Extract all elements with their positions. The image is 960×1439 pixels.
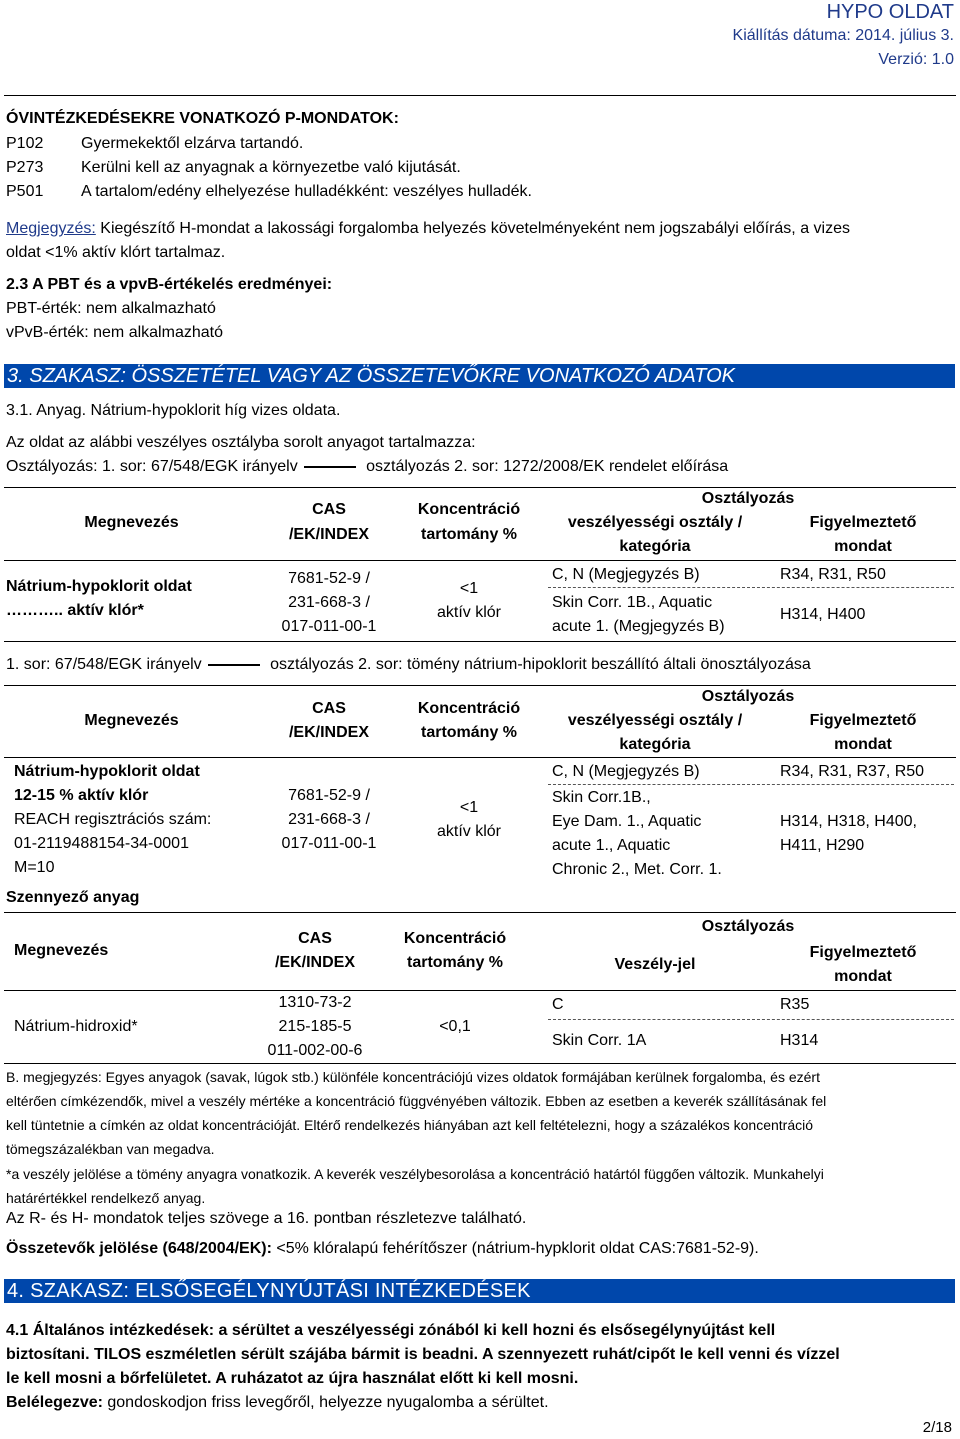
note-star-1: *a veszély jelölése a tömény anyagra vonatkozik. A keverék veszélybesorolása a koncentráció határtól függően változik. Munkahelyi xyxy=(6,1166,824,1182)
category-row-2: Skin Corr.1B., xyxy=(552,789,651,806)
col-header-name: Megnevezés xyxy=(84,514,179,531)
note-line-2: oldat <1% aktív klórt tartalmaz. xyxy=(6,244,226,261)
warning-row-1: R35 xyxy=(780,996,810,1013)
classification-text-a: Osztályozás: 1. sor: 67/548/EGK irányelv xyxy=(6,458,298,475)
col-header-classification: Osztályozás xyxy=(701,918,795,935)
note-label: Megjegyzés: xyxy=(6,220,96,237)
col-header-cas: CAS xyxy=(298,930,332,947)
category-row-2c: acute 1., Aquatic xyxy=(552,837,671,854)
cas-number: 7681-52-9 / xyxy=(288,570,370,587)
col-header-classification: Osztályozás xyxy=(701,688,795,705)
col-header-cas-2: /EK/INDEX xyxy=(274,954,355,971)
concentration-unit: aktív klór xyxy=(436,604,501,621)
reach-label: REACH regisztrációs szám: xyxy=(14,811,212,828)
col-header-warning: Figyelmeztető xyxy=(809,944,917,961)
first-aid-line-1: 4.1 Általános intézkedések: a sérültet a veszélyességi zónából ki kell hozni és elsősegélynyújtást kell xyxy=(6,1322,776,1339)
section-4-heading: 4. SZAKASZ: ELSŐSEGÉLYNYÚJTÁSI INTÉZKEDÉSEK xyxy=(4,1279,955,1303)
col-header-cas-2: /EK/INDEX xyxy=(288,724,369,741)
col-header-cas-2: /EK/INDEX xyxy=(288,526,369,543)
version: Verzió: 1.0 xyxy=(878,51,954,68)
concentration-unit: aktív klór xyxy=(436,823,501,840)
warning-row-2b: H411, H290 xyxy=(780,837,865,854)
col-header-conc: Koncentráció xyxy=(417,501,521,518)
col-header-name: Megnevezés xyxy=(84,712,179,729)
index-number: 011-002-00-6 xyxy=(267,1042,363,1059)
col-header-hazard: Veszély-jel xyxy=(614,956,696,973)
substance-name: Nátrium-hypoklorit oldat xyxy=(6,578,192,595)
category-row-1: C, N (Megjegyzés B) xyxy=(552,566,700,583)
first-aid-line-3: le kell mosni a bőrfelületet. A ruházatot az újra használat előtt ki kell mosni. xyxy=(6,1370,579,1387)
caption-a: 1. sor: 67/548/EGK irányelv xyxy=(6,656,202,673)
issue-date: Kiállítás dátuma: 2014. július 3. xyxy=(732,27,954,44)
table-border xyxy=(4,912,956,913)
col-header-category-2: kategória xyxy=(619,538,691,555)
r-h-reference: Az R- és H- mondatok teljes szövege a 16. pontban részletezve található. xyxy=(6,1210,527,1227)
table-border xyxy=(4,641,956,642)
p-statement-row xyxy=(6,181,532,203)
col-header-conc-2: tartomány % xyxy=(406,954,504,971)
category-row-2d: Chronic 2., Met. Corr. 1. xyxy=(552,861,722,878)
col-header-conc: Koncentráció xyxy=(417,700,521,717)
substance-name: Nátrium-hypoklorit oldat xyxy=(14,763,200,780)
note-star-2: határértékkel rendelkező anyag. xyxy=(6,1190,206,1206)
impurity-title: Szennyező anyag xyxy=(6,889,140,906)
substance-line: 3.1. Anyag. Nátrium-hypoklorit híg vizes oldata. xyxy=(6,402,341,419)
col-header-conc-2: tartomány % xyxy=(420,724,518,741)
inhalation-label: Belélegezve: xyxy=(6,1394,103,1411)
category-row-1: C, N (Megjegyzés B) xyxy=(552,763,700,780)
p-text: Gyermekektől elzárva tartandó. xyxy=(81,135,304,152)
table-border xyxy=(4,1063,956,1064)
p-code: P273 xyxy=(6,159,44,176)
col-header-warning-2: mondat xyxy=(834,968,892,985)
col-header-name: Megnevezés xyxy=(14,942,109,959)
components-line xyxy=(6,1239,759,1260)
p-text: A tartalom/edény elhelyezése hulladékként: veszélyes hulladék. xyxy=(81,183,532,200)
p-code: P102 xyxy=(6,135,44,152)
header-divider xyxy=(4,95,956,96)
reach-number: 01-2119488154-34-0001 xyxy=(14,835,189,852)
warning-row-1: R34, R31, R50 xyxy=(780,566,886,583)
page-number: 2/18 xyxy=(922,1419,952,1436)
p-statement-row xyxy=(6,157,461,179)
note-b-4: tömegszázalékban van megadva. xyxy=(6,1141,215,1157)
ec-number: 215-185-5 xyxy=(278,1018,352,1035)
index-number: 017-011-00-1 xyxy=(281,835,377,852)
inhalation-line xyxy=(6,1393,549,1414)
caption-b: osztályozás 2. sor: tömény nátrium-hipoklorit beszállító általi önosztályozása xyxy=(265,656,811,673)
p-text: Kerülni kell az anyagnak a környezetbe való kijutását. xyxy=(81,159,461,176)
warning-row-2: H314, H318, H400, xyxy=(780,813,917,830)
substance-name-2: ……….. aktív klór* xyxy=(6,602,144,619)
category-row-2b: Eye Dam. 1., Aquatic xyxy=(552,813,702,830)
classification-text-b: osztályozás 2. sor: 1272/2008/EK rendelet előírása xyxy=(361,458,729,475)
col-header-warning: Figyelmeztető xyxy=(809,514,917,531)
substance-name: Nátrium-hidroxid* xyxy=(14,1018,138,1035)
note-line-1 xyxy=(6,219,958,240)
note-b-1: B. megjegyzés: Egyes anyagok (savak, lúgok stb.) különféle koncentrációjú vizes oldatok formájában kerülnek forgalomba, és ezért xyxy=(6,1069,820,1085)
row-divider xyxy=(548,784,954,785)
p-statement-row xyxy=(6,133,303,155)
dash xyxy=(208,664,260,666)
dash xyxy=(304,466,356,468)
warning-row-2: H314 xyxy=(780,1032,819,1049)
cas-number: 7681-52-9 / xyxy=(288,787,370,804)
first-aid-line-2: biztosítani. TILOS eszméletlen sérült szájába bármit is beadni. A szennyezett ruhát/cipőt le kell venni és vízzel xyxy=(6,1346,840,1363)
note-b-2: eltérően címkézendők, mivel a veszély mértéke a koncentráció függvényében változik. Ebben az esetben a keverék szállításának fel xyxy=(6,1093,827,1109)
components-text: <5% klóralapú fehérítőszer (nátrium-hypklorit oldat CAS:7681-52-9). xyxy=(271,1240,759,1257)
components-label: Összetevők jelölése (648/2004/EK): xyxy=(6,1240,272,1257)
note-b-3: kell tüntetnie a címkén az oldat koncentrációját. Eltérő rendelkezés hiányában azt kell feltételezni, hogy a százalékos koncentráció xyxy=(6,1117,814,1133)
warning-row-2: H314, H400 xyxy=(780,606,866,623)
product-title: HYPO OLDAT xyxy=(826,1,954,23)
warning-row-1: R34, R31, R37, R50 xyxy=(780,763,925,780)
page-header xyxy=(733,0,954,72)
table-2-caption xyxy=(6,655,811,676)
row-divider xyxy=(548,1019,954,1020)
col-header-conc: Koncentráció xyxy=(403,930,507,947)
p-code: P501 xyxy=(6,183,44,200)
concentration: <1 xyxy=(459,580,479,597)
row-divider xyxy=(548,587,954,588)
table-header-divider xyxy=(4,560,956,561)
m-factor: M=10 xyxy=(14,859,55,876)
cas-number: 1310-73-2 xyxy=(278,994,352,1011)
note-text-1: Kiegészítő H-mondat a lakossági forgalomba helyezés követelményeként nem jogszabályi előírás, a vizes xyxy=(95,220,850,237)
section-3-heading: 3. SZAKASZ: ÖSSZETÉTEL VAGY AZ ÖSSZETEVŐKRE VONATKOZÓ ADATOK xyxy=(4,364,955,388)
col-header-classification: Osztályozás xyxy=(701,490,795,507)
ec-number: 231-668-3 / xyxy=(288,594,370,611)
col-header-category: veszélyességi osztály / xyxy=(567,514,743,531)
col-header-conc-2: tartomány % xyxy=(420,526,518,543)
ec-number: 231-668-3 / xyxy=(288,811,370,828)
vpvb-line: vPvB-érték: nem alkalmazható xyxy=(6,324,223,341)
table-header-divider xyxy=(4,990,956,991)
col-header-category-2: kategória xyxy=(619,736,691,753)
p-statements-heading: ÓVINTÉZKEDÉSEKRE VONATKOZÓ P-MONDATOK: xyxy=(6,110,399,127)
col-header-cas: CAS xyxy=(312,700,346,717)
pbt-heading: 2.3 A PBT és a vpvB-értékelés eredményei: xyxy=(6,276,333,293)
pbt-line: PBT-érték: nem alkalmazható xyxy=(6,300,216,317)
hazard-row-2: Skin Corr. 1A xyxy=(552,1032,647,1049)
table-header-divider xyxy=(4,757,956,758)
col-header-warning-2: mondat xyxy=(834,736,892,753)
concentration: <1 xyxy=(459,799,479,816)
category-row-2: Skin Corr. 1B., Aquatic xyxy=(552,594,713,611)
classification-line xyxy=(6,457,728,478)
col-header-warning: Figyelmeztető xyxy=(809,712,917,729)
col-header-cas: CAS xyxy=(312,501,346,518)
col-header-category: veszélyességi osztály / xyxy=(567,712,743,729)
index-number: 017-011-00-1 xyxy=(281,618,377,635)
contains-line: Az oldat az alábbi veszélyes osztályba sorolt anyagot tartalmazza: xyxy=(6,434,476,451)
hazard-row-1: C xyxy=(552,996,564,1013)
substance-concentration: 12-15 % aktív klór xyxy=(14,787,149,804)
col-header-warning-2: mondat xyxy=(834,538,892,555)
category-row-2b: acute 1. (Megjegyzés B) xyxy=(552,618,725,635)
concentration: <0,1 xyxy=(439,1018,471,1035)
inhalation-text: gondoskodjon friss levegőről, helyezze nyugalomba a sérültet. xyxy=(102,1394,549,1411)
